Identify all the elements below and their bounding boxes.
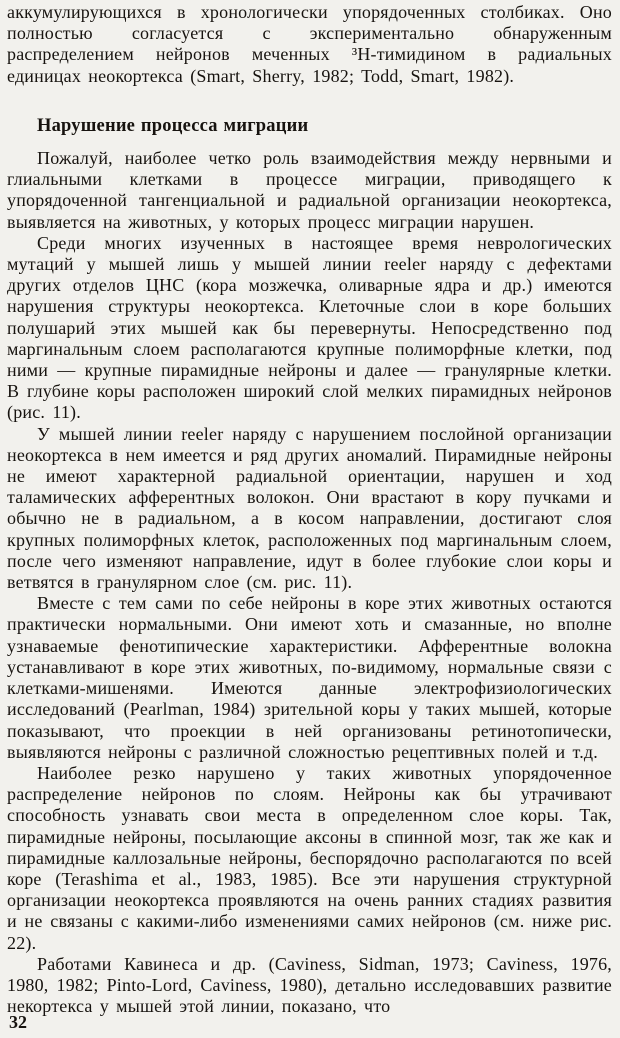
- paragraph-reeler-mutation: Среди многих изученных в настоящее время неврологических мутаций у мышей лишь у мышей линии reeler наряду с дефектами других отделов ЦНС (кора мозжечка, оливарные ядра и др.) имеются нарушения структуры неокортекса. Клеточные слои в коре больших полушарий этих мышей как бы перевернуты. Непосредственно под маргинальным слоем располагаются крупные полиморфные клетки, под ними — крупные пирамидные нейроны и далее — гранулярные клетки. В глубине коры расположен широкий слой мелких пирамидных нейронов (рис. 11).: [7, 232, 612, 423]
- page-number: 32: [9, 1012, 27, 1032]
- paragraph-layer-distribution: Наиболее резко нарушено у таких животных упорядоченное распределение нейронов по слоям. Нейроны как бы утрачивают способность узнавать свои места в определенном слое коры. Так, пирамидные нейроны, посылающие аксоны в спинной мозг, так же как и пирамидные каллозальные нейроны, беспорядочно располагаются по всей коре (Terashima et al., 1983, 1985). Все эти нарушения структурной организации неокортекса проявляются на очень ранних стадиях развития и не связаны с какими-либо изменениями самих нейронов (см. ниже рис. 22).: [7, 762, 612, 953]
- paragraph-neurons-normal: Вместе с тем сами по себе нейроны в коре этих животных остаются практически нормальными. Они имеют хоть и смазанные, но вполне узнаваемые фенотипические характеристики. Афферентные волокна устанавливают в коре этих животных, по-видимому, нормальные связи с клетками-мишенями. Имеются данные электрофизиологических исследований (Pearlman, 1984) зрительной коры у таких мышей, которые показывают, что проекции в ней организованы ретинотопически, выявляются нейроны с различной сложностью рецептивных полей и т.д.: [7, 593, 612, 762]
- paragraph-migration-role: Пожалуй, наиболее четко роль взаимодействия между нервными и глиальными клетками в процессе миграции, приводящего к упорядоченной тангенциальной и радиальной организации неокортекса, выявляется на животных, у которых процесс миграции нарушен.: [7, 148, 612, 232]
- paragraph-continuation: аккумулирующихся в хронологически упорядоченных столбиках. Оно полностью согласуется с экспериментально обнаруженным распределением нейронов меченных ³Н-тимидином в радиальных единицах неокортекса (Smart, Sherry, 1982; Todd, Smart, 1982).: [7, 2, 612, 86]
- section-heading: Нарушение процесса миграции: [37, 115, 309, 136]
- paragraph-reeler-anomalies: У мышей линии reeler наряду с нарушением послойной организации неокортекса в нем имеется и ряд других аномалий. Пирамидные нейроны не имеют характерной радиальной ориентации, нарушен и ход таламических афферентных волокон. Они врастают в кору пучками и обычно не в радиальном, а в косом направлении, достигают слоя крупных полиморфных клеток, расположенных под маргинальным слоем, после чего изменяют направление, идут в более глубокие слои коры и ветвятся в гранулярном слое (см. рис. 11).: [7, 423, 612, 593]
- paragraph-caviness-works: Работами Кавинеса и др. (Caviness, Sidman, 1973; Caviness, 1976, 1980, 1982; Pinto-Lord, Caviness, 1980), детально исследовавших развитие некортекса у мышей этой линии, показано, что: [7, 953, 612, 1017]
